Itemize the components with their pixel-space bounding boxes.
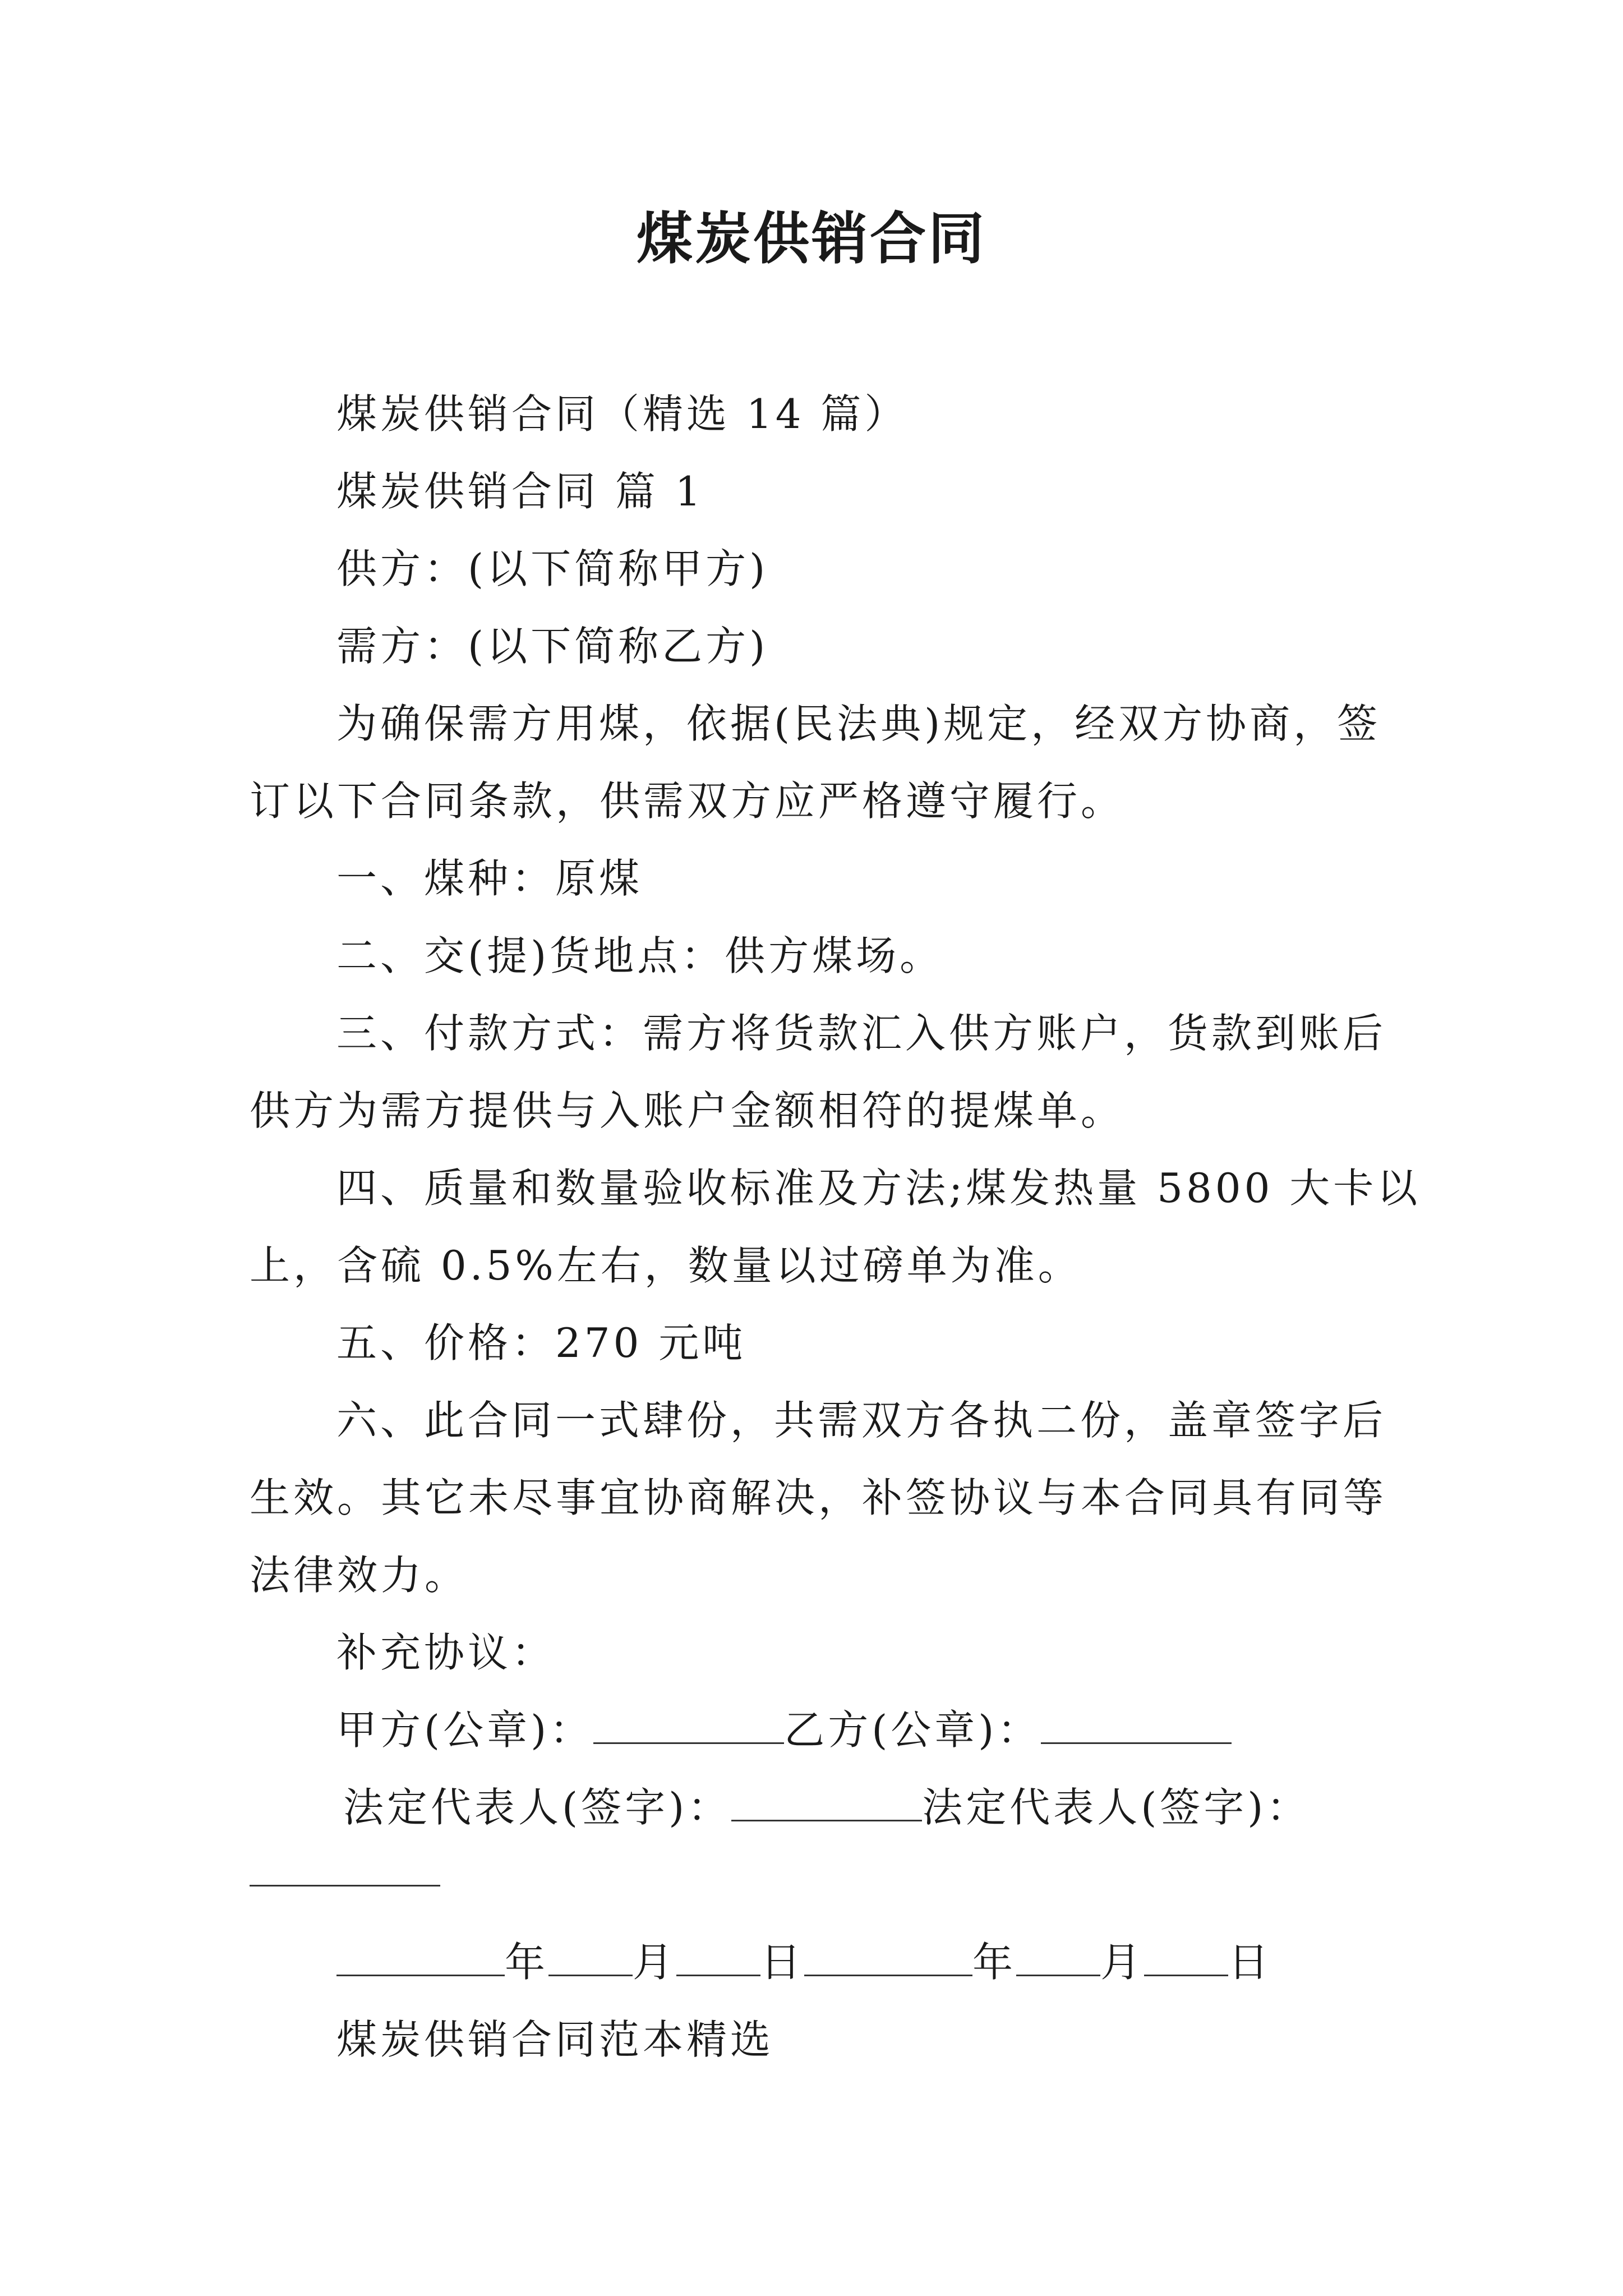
clause-4-line-2: 上，含硫 0.5%左右，数量以过磅单为准。	[250, 1242, 1082, 1289]
document-title: 煤炭供销合同	[637, 205, 986, 272]
clause-6-line-2: 生效。其它未尽事宜协商解决，补签协议与本合同具有同等	[250, 1474, 1387, 1521]
party-b-seal-label: 乙方(公章)：	[784, 1706, 1041, 1754]
document-subtitle: 煤炭供销合同（精选 14 篇）	[336, 390, 909, 438]
date-b-month-label: 月	[1100, 1939, 1145, 1986]
supplement-heading: 补充协议：	[336, 1629, 556, 1676]
rep-a-blank	[731, 1780, 922, 1821]
intro-paragraph-line-1: 为确保需方用煤，依据(民法典)规定，经双方协商，签	[336, 700, 1381, 747]
rep-a-label: 法定代表人(签字)：	[343, 1784, 732, 1831]
buyer-line: 需方：(以下简称乙方)	[336, 623, 769, 670]
rep-b-signature-blank	[250, 1885, 440, 1887]
party-a-seal-blank	[593, 1703, 784, 1744]
clause-2: 二、交(提)货地点：供方煤场。	[336, 932, 944, 979]
date-a-day-label: 日	[760, 1939, 805, 1986]
date-a-month-blank	[548, 1935, 633, 1976]
clause-3-line-1: 三、付款方式：需方将货款汇入供方账户，货款到账后	[336, 1010, 1387, 1057]
footer-heading: 煤炭供销合同范本精选	[336, 2016, 774, 2063]
party-b-seal-blank	[1041, 1703, 1232, 1744]
date-b-year-blank	[804, 1935, 972, 1976]
date-line	[336, 1935, 1272, 1989]
date-b-year-label: 年	[972, 1939, 1017, 1986]
supplier-line: 供方：(以下简称甲方)	[336, 545, 769, 592]
representative-line	[343, 1780, 1310, 1834]
date-b-day-blank	[1144, 1935, 1228, 1976]
clause-1: 一、煤种：原煤	[336, 855, 643, 902]
party-a-seal-label: 甲方(公章)：	[336, 1706, 594, 1754]
date-a-year-blank	[336, 1935, 505, 1976]
clause-5: 五、价格：270 元吨	[336, 1319, 746, 1366]
section-heading: 煤炭供销合同 篇 1	[336, 468, 704, 515]
rep-b-label: 法定代表人(签字)：	[922, 1784, 1311, 1831]
date-a-day-blank	[676, 1935, 760, 1976]
clause-4-line-1: 四、质量和数量验收标准及方法;煤发热量 5800 大卡以	[336, 1165, 1421, 1212]
date-b-day-label: 日	[1228, 1939, 1272, 1986]
date-a-month-label: 月	[633, 1939, 677, 1986]
clause-6-line-1: 六、此合同一式肆份，共需双方各执二份，盖章签字后	[336, 1397, 1387, 1444]
date-a-year-label: 年	[505, 1939, 549, 1986]
clause-3-line-2: 供方为需方提供与入账户金额相符的提煤单。	[250, 1087, 1125, 1134]
seal-line	[336, 1703, 1232, 1757]
date-b-month-blank	[1016, 1935, 1100, 1976]
intro-paragraph-line-2: 订以下合同条款，供需双方应严格遵守履行。	[250, 777, 1125, 825]
clause-6-line-3: 法律效力。	[250, 1552, 469, 1599]
